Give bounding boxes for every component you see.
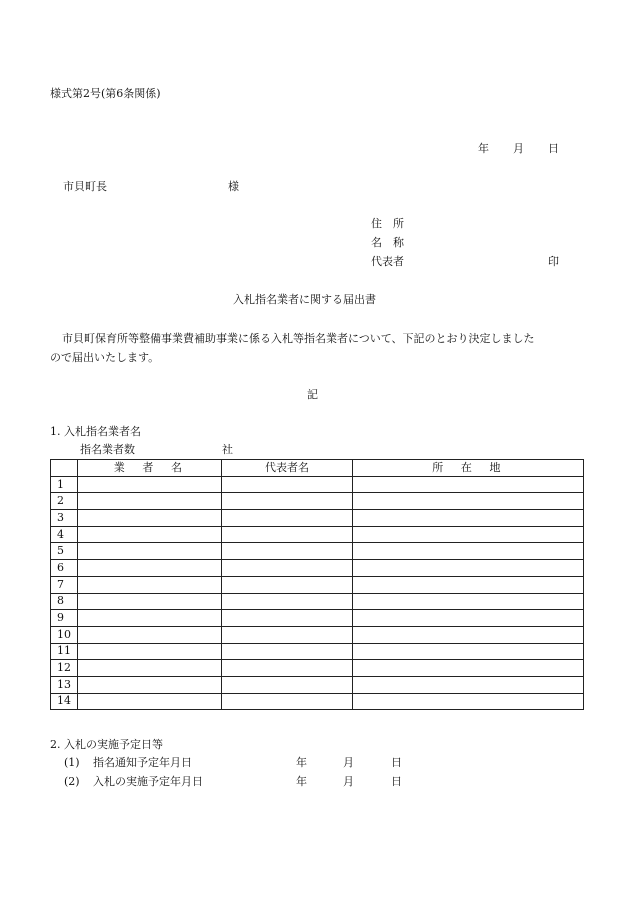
vendor-count-label: 指名業者数 <box>80 443 135 456</box>
header-representative: 代表者名 <box>222 460 353 477</box>
table-row <box>51 493 584 510</box>
vendor-name-cell[interactable] <box>78 626 222 643</box>
location-cell[interactable] <box>353 576 584 593</box>
representative-cell[interactable] <box>222 626 353 643</box>
row-number: 11 <box>51 643 78 660</box>
vendor-name-cell[interactable] <box>78 593 222 610</box>
item2-label: 入札の実施予定年月日 <box>93 775 203 788</box>
representative-cell[interactable] <box>222 676 353 693</box>
form-number: 様式第2号(第6条関係) <box>50 87 161 100</box>
location-cell[interactable] <box>353 643 584 660</box>
vendor-name-cell[interactable] <box>78 476 222 493</box>
row-number: 6 <box>51 560 78 577</box>
date-year: 年 <box>478 142 489 155</box>
vendor-name-cell[interactable] <box>78 660 222 677</box>
item2-month: 月 <box>343 775 354 788</box>
section1-heading: 1. 入札指名業者名 <box>50 425 141 438</box>
location-cell[interactable] <box>353 560 584 577</box>
body-text-line-1: 市貝町保育所等整備事業費補助事業に係る入札等指名業者について、下記のとおり決定しました <box>62 332 535 345</box>
vendor-name-cell[interactable] <box>78 576 222 593</box>
row-number: 12 <box>51 660 78 677</box>
location-cell[interactable] <box>353 626 584 643</box>
row-number: 2 <box>51 493 78 510</box>
location-cell[interactable] <box>353 693 584 710</box>
row-number: 4 <box>51 526 78 543</box>
item1-year: 年 <box>296 756 307 769</box>
table-row <box>51 593 584 610</box>
row-number: 8 <box>51 593 78 610</box>
row-number: 10 <box>51 626 78 643</box>
vendor-count-unit: 社 <box>222 443 233 456</box>
name-label: 名 称 <box>371 236 404 249</box>
location-cell[interactable] <box>353 610 584 627</box>
location-cell[interactable] <box>353 493 584 510</box>
vendor-name-cell[interactable] <box>78 510 222 527</box>
header-number <box>51 460 78 477</box>
row-number: 1 <box>51 476 78 493</box>
table-row <box>51 610 584 627</box>
representative-cell[interactable] <box>222 493 353 510</box>
representative-cell[interactable] <box>222 576 353 593</box>
vendor-name-cell[interactable] <box>78 693 222 710</box>
table-header-row <box>51 460 584 477</box>
document-title: 入札指名業者に関する届出書 <box>233 293 376 306</box>
table-row <box>51 676 584 693</box>
item1-day: 日 <box>391 756 402 769</box>
representative-cell[interactable] <box>222 526 353 543</box>
representative-cell[interactable] <box>222 543 353 560</box>
ki-marker: 記 <box>307 388 318 401</box>
location-cell[interactable] <box>353 526 584 543</box>
vendor-name-cell[interactable] <box>78 560 222 577</box>
table-row <box>51 693 584 710</box>
row-number: 5 <box>51 543 78 560</box>
row-number: 9 <box>51 610 78 627</box>
vendor-name-cell[interactable] <box>78 543 222 560</box>
vendor-name-cell[interactable] <box>78 676 222 693</box>
table-row <box>51 543 584 560</box>
address-label: 住 所 <box>371 217 404 230</box>
vendor-name-cell[interactable] <box>78 493 222 510</box>
row-number: 13 <box>51 676 78 693</box>
location-cell[interactable] <box>353 593 584 610</box>
item1-number: (1) <box>64 756 80 769</box>
representative-cell[interactable] <box>222 560 353 577</box>
row-number: 3 <box>51 510 78 527</box>
addressee-name: 市貝町長 <box>63 180 107 193</box>
item1-label: 指名通知予定年月日 <box>93 756 192 769</box>
representative-cell[interactable] <box>222 660 353 677</box>
table-row <box>51 643 584 660</box>
vendor-name-cell[interactable] <box>78 526 222 543</box>
representative-cell[interactable] <box>222 593 353 610</box>
table-row <box>51 660 584 677</box>
item2-day: 日 <box>391 775 402 788</box>
location-cell[interactable] <box>353 510 584 527</box>
vendor-table <box>50 459 584 710</box>
seal-mark: 印 <box>548 255 559 268</box>
header-vendor-name: 業 者 名 <box>78 460 222 477</box>
table-row <box>51 510 584 527</box>
representative-cell[interactable] <box>222 610 353 627</box>
date-day: 日 <box>548 142 559 155</box>
row-number: 7 <box>51 576 78 593</box>
table-row <box>51 526 584 543</box>
section2-heading: 2. 入札の実施予定日等 <box>50 738 163 751</box>
table-row <box>51 576 584 593</box>
location-cell[interactable] <box>353 660 584 677</box>
item2-year: 年 <box>296 775 307 788</box>
table-row <box>51 476 584 493</box>
vendor-name-cell[interactable] <box>78 643 222 660</box>
location-cell[interactable] <box>353 543 584 560</box>
representative-label: 代表者 <box>371 255 404 268</box>
date-month: 月 <box>513 142 524 155</box>
representative-cell[interactable] <box>222 476 353 493</box>
row-number: 14 <box>51 693 78 710</box>
addressee-honorific: 様 <box>228 180 239 193</box>
representative-cell[interactable] <box>222 510 353 527</box>
vendor-name-cell[interactable] <box>78 610 222 627</box>
table-row <box>51 626 584 643</box>
body-text-line-2: ので届出いたします。 <box>50 351 160 364</box>
location-cell[interactable] <box>353 676 584 693</box>
header-location: 所 在 地 <box>353 460 584 477</box>
table-row <box>51 560 584 577</box>
location-cell[interactable] <box>353 476 584 493</box>
representative-cell[interactable] <box>222 693 353 710</box>
representative-cell[interactable] <box>222 643 353 660</box>
item1-month: 月 <box>343 756 354 769</box>
item2-number: (2) <box>64 775 80 788</box>
